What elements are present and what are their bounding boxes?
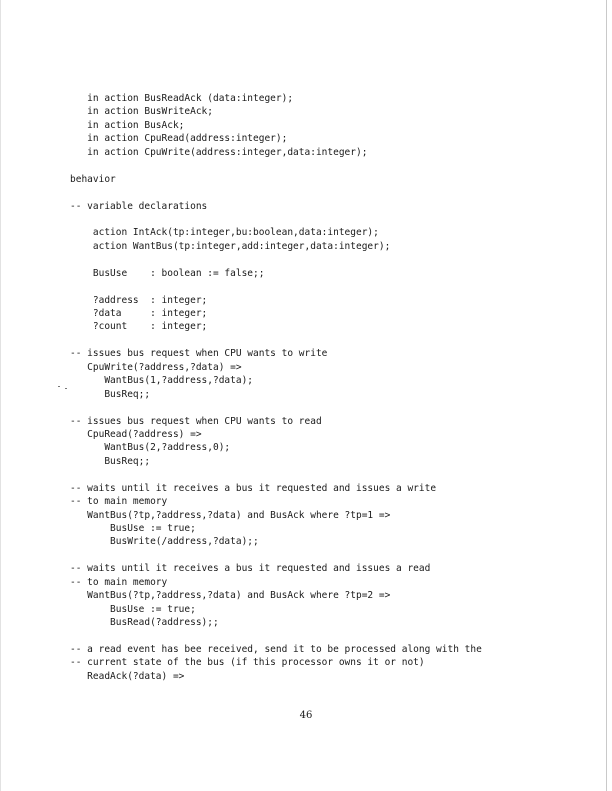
blank-line bbox=[70, 549, 482, 562]
blank-line bbox=[70, 334, 482, 347]
code-line: -- current state of the bus (if this processor owns it or not) bbox=[70, 657, 425, 669]
code-line: BusRead(?address);; bbox=[70, 617, 219, 629]
code-line: in action BusAck; bbox=[70, 119, 185, 131]
code-line: CpuWrite(?address,?data) => bbox=[70, 361, 242, 373]
blank-line bbox=[70, 280, 482, 293]
code-line: BusUse := true; bbox=[70, 603, 196, 615]
code-line: -- to main memory bbox=[70, 576, 168, 588]
scan-speck bbox=[58, 386, 60, 387]
code-line: ReadAck(?data) => bbox=[70, 670, 185, 682]
code-line: -- waits until it receives a bus it requested and issues a write bbox=[70, 482, 437, 494]
code-line: BusUse := true; bbox=[70, 523, 196, 534]
code-line: WantBus(?tp,?address,?data) and BusAck where ?tp=1 => bbox=[70, 509, 391, 521]
code-line: ?address : integer; bbox=[70, 294, 208, 306]
code-listing bbox=[70, 92, 482, 683]
page-number: 46 bbox=[299, 710, 313, 721]
code-line: in action CpuRead(address:integer); bbox=[70, 133, 288, 145]
code-line: BusReq;; bbox=[70, 388, 151, 400]
blank-line bbox=[70, 401, 482, 414]
code-line: -- issues bus request when CPU wants to write bbox=[70, 348, 328, 360]
blank-line bbox=[70, 186, 482, 199]
code-line: ?count : integer; bbox=[70, 321, 208, 333]
code-line: in action BusReadAck (data:integer); bbox=[70, 93, 294, 104]
code-line: action IntAck(tp:integer,bu:boolean,data:integer); bbox=[70, 227, 379, 239]
code-line: -- variable declarations bbox=[70, 200, 208, 212]
code-line: ?data : integer; bbox=[70, 308, 208, 319]
page-right-edge bbox=[606, 0, 607, 791]
blank-line bbox=[70, 630, 482, 643]
code-line: BusReq;; bbox=[70, 455, 151, 467]
code-line: CpuRead(?address) => bbox=[70, 428, 202, 440]
blank-line bbox=[70, 159, 482, 172]
code-line: -- issues bus request when CPU wants to read bbox=[70, 415, 322, 427]
code-line: -- a read event has bee received, send it to be processed along with the bbox=[70, 643, 482, 655]
code-line: WantBus(2,?address,0); bbox=[70, 442, 231, 454]
code-line: in action BusWriteAck; bbox=[70, 106, 213, 118]
code-line: in action CpuWrite(address:integer,data:integer); bbox=[70, 146, 368, 158]
code-line: WantBus(1,?address,?data); bbox=[70, 375, 254, 387]
code-line: WantBus(?tp,?address,?data) and BusAck where ?tp=2 => bbox=[70, 590, 391, 602]
code-line: behavior bbox=[70, 173, 116, 185]
code-line: BusUse : boolean := false;; bbox=[70, 267, 265, 279]
page-left-edge bbox=[0, 0, 1, 791]
code-line: -- waits until it receives a bus it requested and issues a read bbox=[70, 563, 431, 575]
blank-line bbox=[70, 253, 482, 266]
code-line: -- to main memory bbox=[70, 496, 168, 508]
code-line: action WantBus(tp:integer,add:integer,data:integer); bbox=[70, 240, 391, 252]
blank-line bbox=[70, 468, 482, 481]
blank-line bbox=[70, 213, 482, 226]
scan-speck bbox=[65, 388, 67, 389]
code-line: BusWrite(/address,?data);; bbox=[70, 536, 259, 548]
